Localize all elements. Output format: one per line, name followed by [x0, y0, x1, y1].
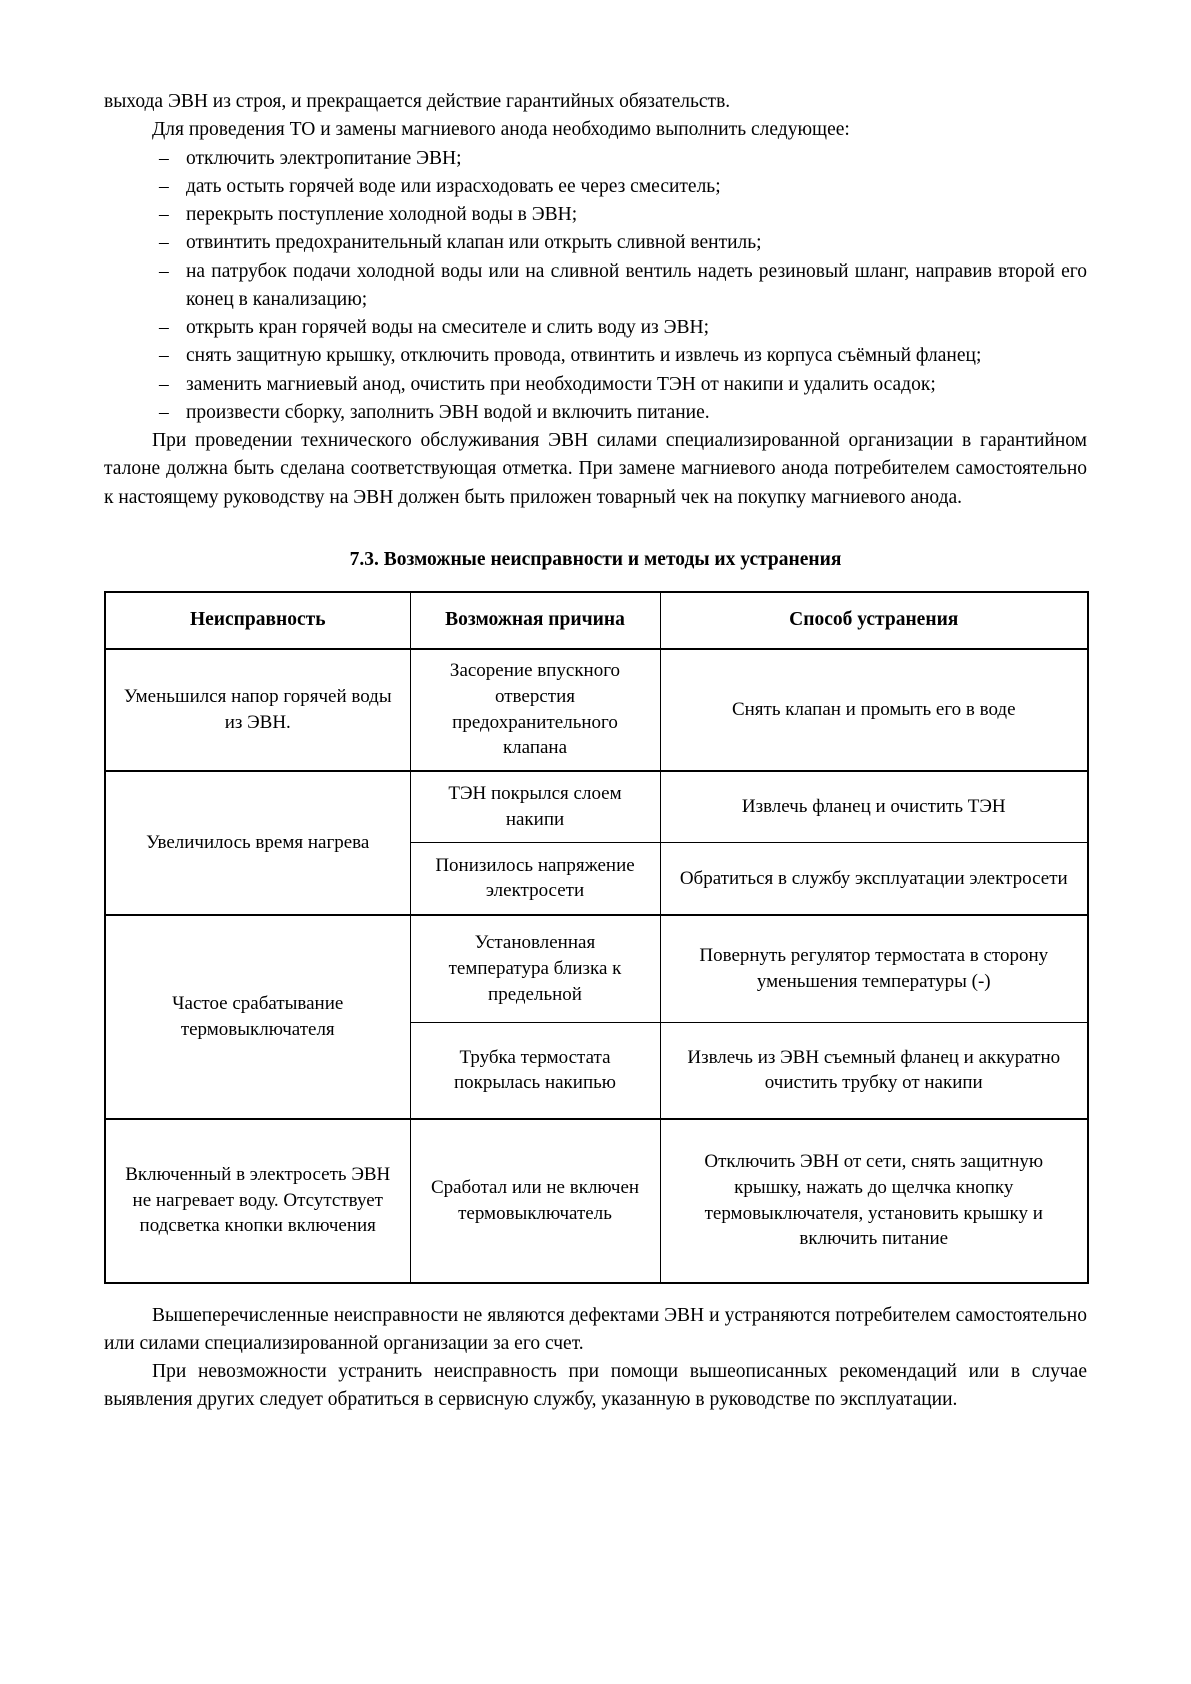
paragraph-closing-1: Вышеперечисленные неисправности не являются дефектами ЭВН и устраняются потребителем самостоятельно или силами специализированной организации за его счет. [104, 1304, 1087, 1354]
cell-remedy: Повернуть регулятор термостата в сторону уменьшения температуры (-) [660, 915, 1088, 1023]
paragraph-maintenance-intro: Для проведения ТО и замены магниевого анода необходимо выполнить следующее: [152, 119, 850, 141]
list-item-text: заменить магниевый анод, очистить при необходимости ТЭН от накипи и удалить осадок; [186, 373, 936, 395]
table-header-row [105, 592, 1088, 648]
list-item [104, 145, 1087, 173]
spacer [104, 512, 1087, 546]
cell-cause: Засорение впускного отверстия предохранительного клапана [410, 649, 660, 771]
table-row [105, 771, 1088, 843]
column-header-cause: Возможная причина [410, 592, 660, 648]
dash-bullet-icon: – [159, 147, 169, 169]
dash-bullet-icon: – [159, 204, 169, 226]
dash-bullet-icon: – [159, 232, 169, 254]
list-item-text: отключить электропитание ЭВН; [186, 147, 462, 169]
cell-remedy: Извлечь из ЭВН съемный фланец и аккуратно очистить трубку от накипи [660, 1023, 1088, 1119]
cell-cause: Трубка термостата покрылась накипью [410, 1023, 660, 1119]
spacer [104, 1284, 1087, 1302]
list-item [104, 258, 1087, 315]
cell-fault: Частое срабатывание термовыключателя [105, 915, 410, 1119]
list-item-text: на патрубок подачи холодной воды или на сливной вентиль надеть резиновый шланг, направив второй его конец в канализацию; [186, 260, 1087, 310]
list-item-text: произвести сборку, заполнить ЭВН водой и включить питание. [186, 401, 710, 423]
dash-bullet-icon: – [159, 345, 169, 367]
cell-fault: Включенный в электросеть ЭВН не нагревает воду. Отсутствует подсветка кнопки включения [105, 1119, 410, 1283]
column-header-fault: Неисправность [105, 592, 410, 648]
page-content [104, 88, 1087, 1415]
table-body [105, 649, 1088, 1283]
dash-bullet-icon: – [159, 373, 169, 395]
cell-cause: Сработал или не включен термовыключатель [410, 1119, 660, 1283]
list-item [104, 229, 1087, 257]
cell-remedy: Снять клапан и промыть его в воде [660, 649, 1088, 771]
paragraph-continuation: выхода ЭВН из строя, и прекращается действие гарантийных обязательств. [104, 91, 731, 112]
faults-table [104, 591, 1089, 1283]
table-row [105, 1119, 1088, 1283]
dash-bullet-icon: – [159, 317, 169, 339]
list-item-text: снять защитную крышку, отключить провода, отвинтить и извлечь из корпуса съёмный фланец; [186, 345, 982, 367]
cell-fault: Уменьшился напор горячей воды из ЭВН. [105, 649, 410, 771]
cell-fault: Увеличилось время нагрева [105, 771, 410, 915]
cell-remedy: Извлечь фланец и очистить ТЭН [660, 771, 1088, 843]
cell-cause: Понизилось напряжение электросети [410, 843, 660, 915]
spacer [104, 573, 1087, 591]
list-item [104, 342, 1087, 370]
table-row [105, 649, 1088, 771]
list-item [104, 173, 1087, 201]
list-item-text: отвинтить предохранительный клапан или открыть сливной вентиль; [186, 232, 762, 254]
table-row [105, 915, 1088, 1023]
cell-cause: Установленная температура близка к предельной [410, 915, 660, 1023]
paragraph-after-list: При проведении технического обслуживания ЭВН силами специализированной организации в гарантийном талоне должна быть сделана соответствующая отметка. При замене магниевого анода потребителем самостоятельно к настоящему руководству на ЭВН должен быть приложен товарный чек на покупку магниевого анода. [104, 430, 1087, 508]
cell-remedy: Отключить ЭВН от сети, снять защитную крышку, нажать до щелчка кнопку термовыключателя, установить крышку и включить питание [660, 1119, 1088, 1283]
column-header-remedy: Способ устранения [660, 592, 1088, 648]
list-item [104, 371, 1087, 399]
maintenance-steps-list [104, 145, 1087, 428]
dash-bullet-icon: – [159, 260, 169, 282]
section-title: 7.3. Возможные неисправности и методы их устранения [349, 548, 842, 570]
paragraph-closing-2: При невозможности устранить неисправность при помощи вышеописанных рекомендаций или в случае выявления других следует обратиться в сервисную службу, указанную в руководстве по эксплуатации. [104, 1361, 1087, 1411]
list-item-text: перекрыть поступление холодной воды в ЭВН; [186, 204, 578, 226]
table-head [105, 592, 1088, 648]
dash-bullet-icon: – [159, 175, 169, 197]
list-item-text: открыть кран горячей воды на смесителе и слить воду из ЭВН; [186, 317, 709, 339]
list-item [104, 201, 1087, 229]
cell-remedy: Обратиться в службу эксплуатации электросети [660, 843, 1088, 915]
cell-cause: ТЭН покрылся слоем накипи [410, 771, 660, 843]
list-item-text: дать остыть горячей воде или израсходовать ее через смеситель; [186, 175, 721, 197]
dash-bullet-icon: – [159, 401, 169, 423]
list-item [104, 399, 1087, 427]
list-item [104, 314, 1087, 342]
